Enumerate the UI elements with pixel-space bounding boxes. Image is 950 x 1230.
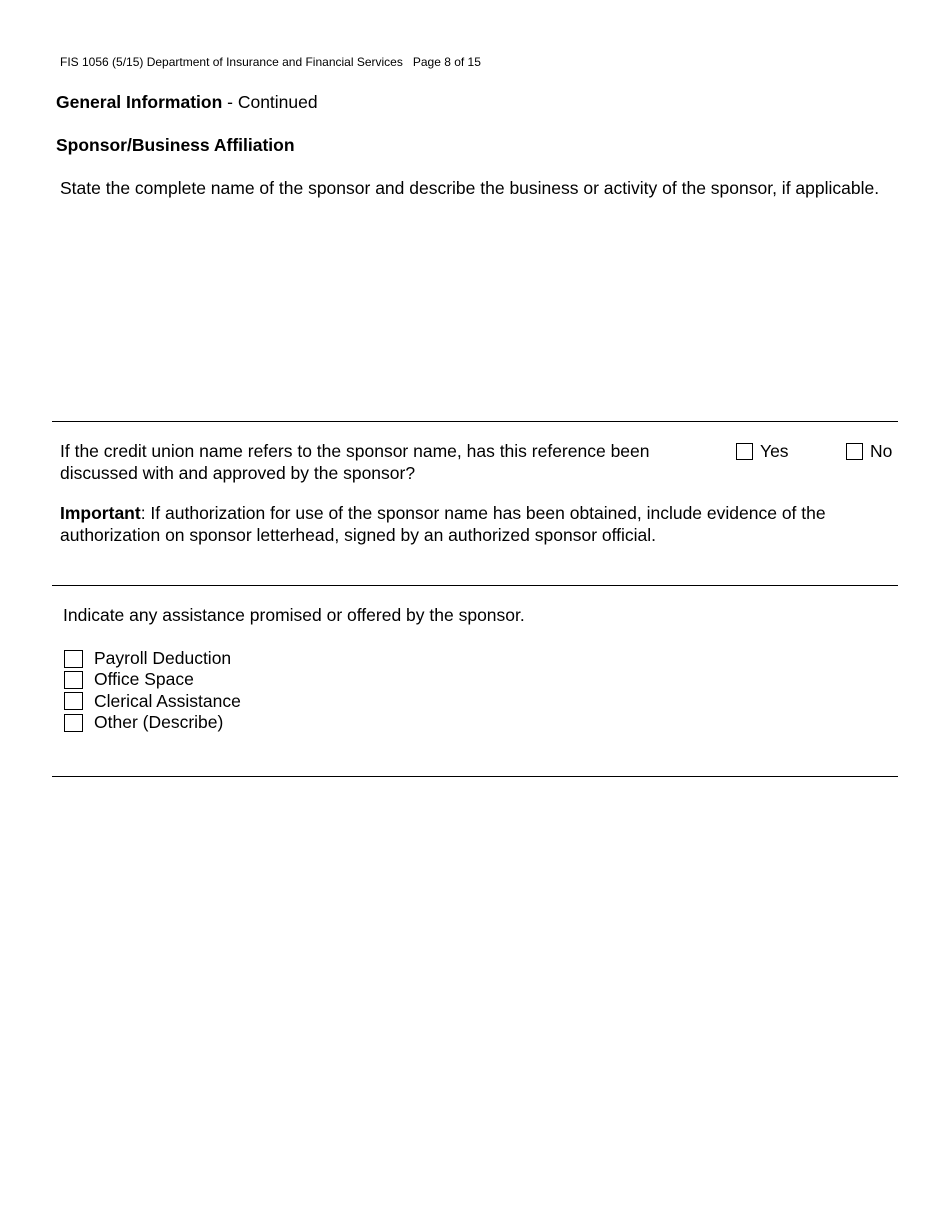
approval-no-option[interactable]	[846, 441, 892, 463]
section-title-continued: - Continued	[222, 92, 318, 112]
important-note	[60, 503, 889, 546]
important-label: Important	[60, 503, 141, 523]
assistance-option-other[interactable]	[64, 712, 241, 733]
no-label: No	[870, 441, 893, 461]
form-header: FIS 1056 (5/15) Department of Insurance and Financial Services Page 8 of 15	[60, 55, 481, 69]
payroll-deduction-label: Payroll Deduction	[94, 648, 232, 669]
important-text: : If authorization for use of the sponsor name has been obtained, include evidence of the authorization on sponsor letterhead, signed by an authorized sponsor official.	[60, 503, 826, 545]
assistance-prompt: Indicate any assistance promised or offered by the sponsor.	[63, 605, 525, 625]
section-title-bold: General Information	[56, 92, 223, 112]
office-space-checkbox[interactable]	[64, 671, 83, 689]
assistance-options	[64, 648, 241, 733]
other-label: Other (Describe)	[94, 712, 224, 733]
no-checkbox[interactable]	[846, 443, 863, 460]
divider	[52, 585, 898, 586]
assistance-option-clerical-assistance[interactable]	[64, 691, 241, 712]
assistance-option-office-space[interactable]	[64, 669, 241, 690]
subsection-title: Sponsor/Business Affiliation	[56, 135, 295, 155]
payroll-deduction-checkbox[interactable]	[64, 650, 83, 668]
sponsor-instruction: State the complete name of the sponsor and describe the business or activity of the sponsor, if applicable.	[60, 178, 880, 198]
yes-checkbox[interactable]	[736, 443, 753, 460]
divider	[52, 421, 898, 422]
other-checkbox[interactable]	[64, 714, 83, 732]
clerical-assistance-checkbox[interactable]	[64, 692, 83, 710]
office-space-label: Office Space	[94, 669, 194, 690]
approval-yes-option[interactable]	[736, 441, 789, 463]
assistance-option-payroll-deduction[interactable]	[64, 648, 241, 669]
clerical-assistance-label: Clerical Assistance	[94, 690, 241, 711]
section-title	[56, 92, 318, 113]
sponsor-description-field[interactable]	[60, 225, 889, 410]
sponsor-approval-question: If the credit union name refers to the sponsor name, has this reference been discussed with and approved by the sponsor?	[60, 441, 650, 483]
divider	[52, 776, 898, 777]
yes-label: Yes	[760, 441, 789, 461]
